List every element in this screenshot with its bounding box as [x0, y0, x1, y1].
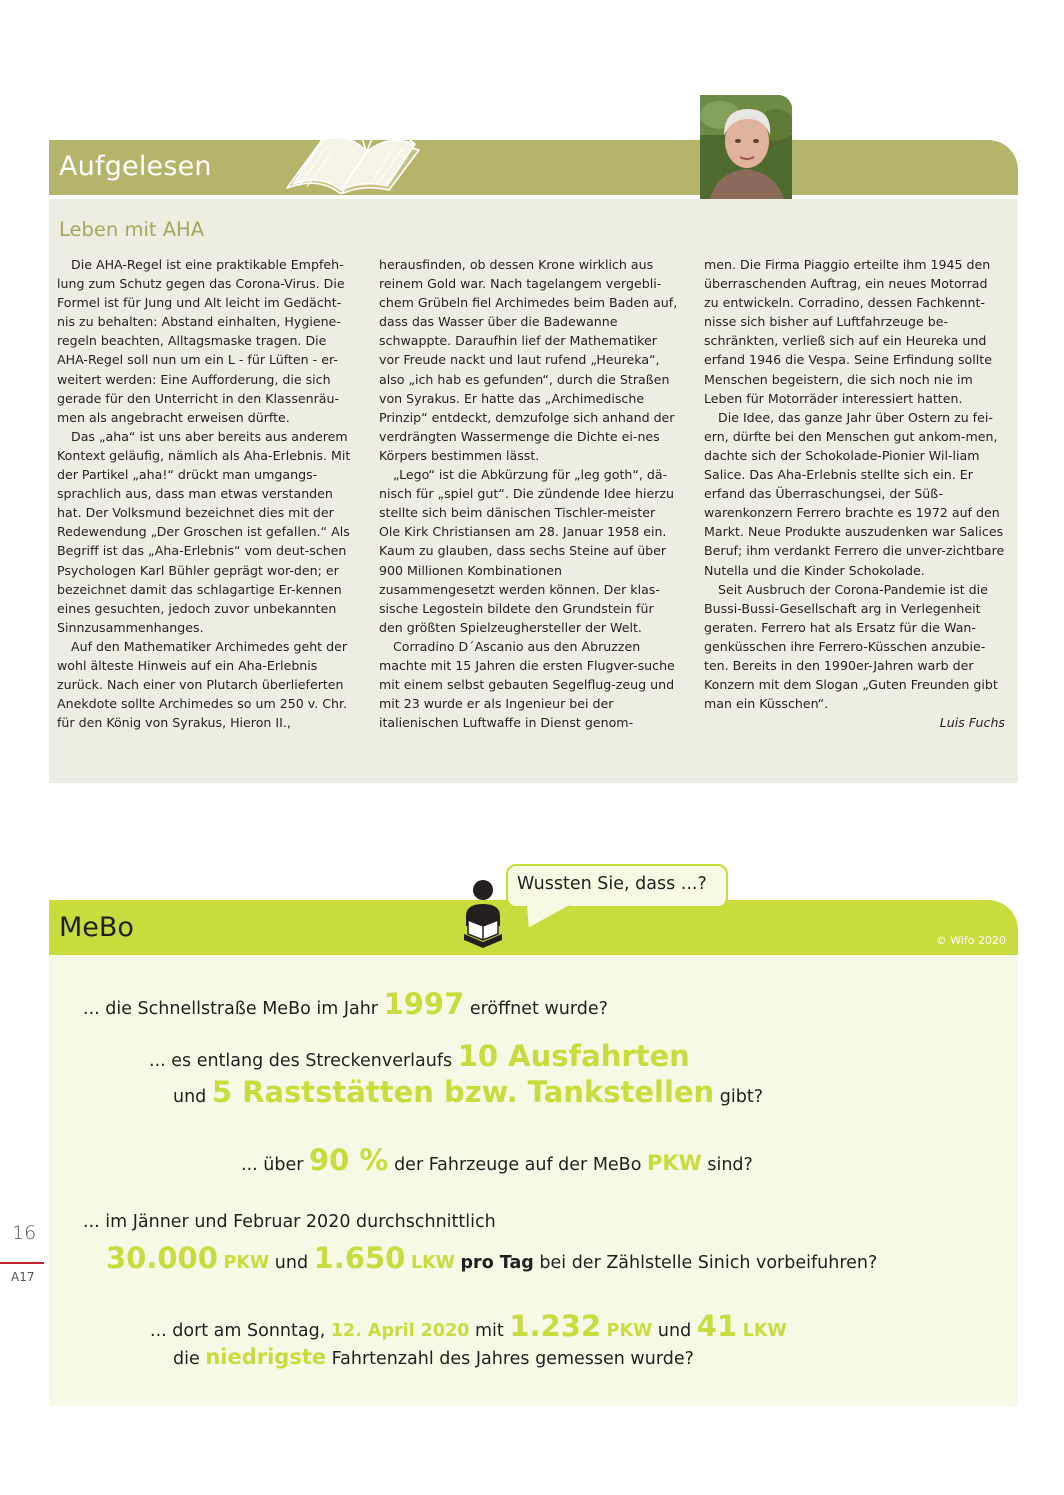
fact-text: sind?	[701, 1155, 753, 1175]
fact-text: der Fahrzeuge auf der MeBo	[388, 1155, 647, 1175]
emphasis-text: pro Tag	[460, 1253, 534, 1273]
fact-text: und	[269, 1253, 314, 1273]
highlight-value: 90 %	[308, 1143, 389, 1177]
author-signature: Luis Fuchs	[939, 715, 1005, 731]
fact-lowest-summary	[173, 1345, 694, 1369]
highlight-value: 30.000	[106, 1241, 218, 1275]
mebo-facts	[49, 955, 1018, 1406]
fact-rest-stops	[173, 1075, 763, 1109]
highlight-value: 1.650	[313, 1241, 406, 1275]
fact-text: bei der Zählstelle Sinich vorbeifuhren?	[533, 1253, 878, 1273]
fact-daily-average	[106, 1241, 877, 1275]
speech-bubble: Wussten Sie, dass ...?	[506, 864, 728, 908]
article-column-2	[379, 255, 680, 732]
article-subtitle: Leben mit AHA	[59, 218, 205, 241]
paragraph: Das „aha“ ist uns aber bereits aus anderem Kontext geläufig, nämlich als Aha-Erlebnis. Mit der Partikel „aha!“ drückt man umgangs-sprachlich aus, dass man etwas verstanden hat. Der Volksmund bezeichnet dies mit der Redewendung „Der Groschen ist gefallen.“ Als Begriff ist das „Aha-Erlebnis“ vom deut-schen Psychologen Karl Bühler geprägt wor-den; er bezeichnet damit das schlagartige Er-kennen eines gesuchten, jedoch zuvor unbekannten Sinnzusammenhanges.	[57, 428, 351, 635]
author-portrait	[700, 95, 792, 199]
paragraph: Auf den Mathematiker Archimedes geht der wohl älteste Hinweis auf ein Aha-Erlebnis zurück. Nach einer von Plutarch überlieferten Anekdote sollte Archimedes so um 250 v. Chr. für den König von Syrakus, Hieron II.,	[57, 638, 348, 731]
reading-person-icon	[462, 876, 504, 948]
highlight-value: PKW	[223, 1253, 270, 1273]
fact-text: und	[652, 1321, 697, 1341]
highlight-value: PKW	[606, 1321, 653, 1341]
paragraph: Corradino D´Ascanio aus den Abruzzen machte mit 15 Jahren die ersten Flugver-suche mit einem selbst gebauten Segelflug-zeug und mit 23 wurde er als Ingenieur bei der italienischen Luftwaffe in Dienst genom-	[379, 638, 675, 731]
fact-text: ... über	[241, 1155, 309, 1175]
paragraph: Die AHA-Regel ist eine praktikable Empfeh-lung zum Schutz gegen das Corona-Virus. Die Formel ist für Jung und Alt leicht im Gedächt-nis zu behalten: Abstand einhalten, Hygiene-regeln beachten, Alltagsmaske tragen. Die AHA-Regel soll nun um ein L - für Lüften - er-weitert werden: Eine Aufforderung, die sich gerade für den Unterricht in den Klassenräu-men als angebracht erweisen dürfte.	[57, 257, 345, 425]
article-column-3	[704, 255, 1005, 732]
fact-lowest-day	[150, 1309, 787, 1343]
mebo-title: MeBo	[59, 912, 134, 943]
paragraph: men. Die Firma Piaggio erteilte ihm 1945 den überraschenden Auftrag, ein neues Motorrad zu entwickeln. Corradino, dessen Fachkennt-nisse sich bisher auf Luftfahrzeuge be-schränkten, verließ sich auf ein Heureka und erfand 1946 die Vespa. Seine Erfindung sollte Menschen begeistern, die sich noch nie im Leben für Motorräder interessiert hatten.	[704, 257, 992, 406]
fact-text: und	[173, 1087, 212, 1107]
paragraph: herausfinden, ob dessen Krone wirklich aus reinem Gold war. Nach tagelangem vergebli-chem Grübeln fiel Archimedes beim Baden auf, dass das Wasser über die Badewanne schwappte. Daraufhin lief der Mathematiker vor Freude nackt und laut rufend „Heureka“, also „ich hab es gefunden“, durch die Straßen von Syrakus. Er hatte das „Archimedische Prinzip“ entdeckt, demzufolge sich anhand der verdrängten Wassermenge die Dichte ei-nes Körpers bestimmen lässt.	[379, 257, 678, 463]
fact-exits	[149, 1039, 690, 1073]
fact-text: ... dort am Sonntag,	[150, 1321, 331, 1341]
fact-text: ... die Schnellstraße MeBo im Jahr	[83, 999, 384, 1019]
highlight-value: LKW	[742, 1321, 787, 1341]
copyright-note: © Wifo 2020	[935, 934, 1006, 947]
aufgelesen-header	[49, 140, 1018, 195]
fact-opening-year	[83, 987, 608, 1021]
highlight-value: PKW	[646, 1151, 702, 1175]
open-book-icon	[279, 110, 424, 194]
article-column-1	[57, 255, 358, 732]
highlight-value: 41	[696, 1309, 738, 1343]
fact-average-intro	[83, 1212, 496, 1232]
highlight-value: 10 Ausfahrten	[457, 1039, 690, 1073]
page-number: 16	[12, 1222, 37, 1244]
page-code: A17	[11, 1270, 35, 1284]
fact-text: die	[173, 1349, 206, 1369]
fact-text: Fahrtenzahl des Jahres gemessen wurde?	[326, 1349, 694, 1369]
highlight-value: 1.232	[509, 1309, 602, 1343]
aufgelesen-article	[49, 199, 1018, 783]
fact-text: ... es entlang des Streckenverlaufs	[149, 1051, 458, 1071]
fact-text: mit	[469, 1321, 510, 1341]
fact-text: gibt?	[714, 1087, 764, 1107]
aufgelesen-title: Aufgelesen	[59, 151, 212, 182]
highlight-value: 1997	[383, 987, 465, 1021]
fact-pkw-share	[241, 1143, 753, 1177]
paragraph: „Lego“ ist die Abkürzung für „leg goth“, dä-nisch für „spiel gut“. Die zündende Idee hierzu stellte sich beim dänischen Tischler-meister Ole Kirk Christiansen am 28. Januar 1958 ein. Kaum zu glauben, dass sechs Steine auf über 900 Millionen Kombinationen zusammengesetzt werden können. Der klas-sische Legostein bildete den Grundstein für den größten Spielzeughersteller der Welt.	[379, 467, 675, 635]
highlight-value: niedrigste	[205, 1345, 327, 1369]
highlight-value: 5 Raststätten bzw. Tankstellen	[211, 1075, 715, 1109]
highlight-value: LKW	[410, 1253, 455, 1273]
highlight-value: 12. April 2020	[330, 1321, 470, 1341]
page-marker-line	[0, 1262, 44, 1264]
fact-text: eröffnet wurde?	[464, 999, 608, 1019]
paragraph: Seit Ausbruch der Corona-Pandemie ist die Bussi-Bussi-Gesellschaft arg in Verlegenheit geraten. Ferrero hat als Ersatz für die Wan-genküsschen ihre Ferrero-Küsschen anzubie-ten. Bereits in den 1990er-Jahren warb der Konzern mit dem Slogan „Guten Freunden gibt man ein Küsschen“.	[704, 581, 998, 712]
fact-text: ... im Jänner und Februar 2020 durchschnittlich	[83, 1212, 496, 1232]
speech-bubble-tail	[524, 905, 572, 931]
paragraph: Die Idee, das ganze Jahr über Ostern zu fei-ern, dürfte bei den Menschen gut ankom-men, dachte sich der Schokolade-Pionier Wil-liam Salice. Das Aha-Erlebnis stellte sich ein. Er erfand das Überraschungsei, der Süß-warenkonzern Ferrero brachte es 1972 auf den Markt. Neue Produkte auszudenken war Salices Beruf; ihm verdankt Ferrero die unver-zichtbare Nutella und die Kinder Schokolade.	[704, 409, 1005, 578]
